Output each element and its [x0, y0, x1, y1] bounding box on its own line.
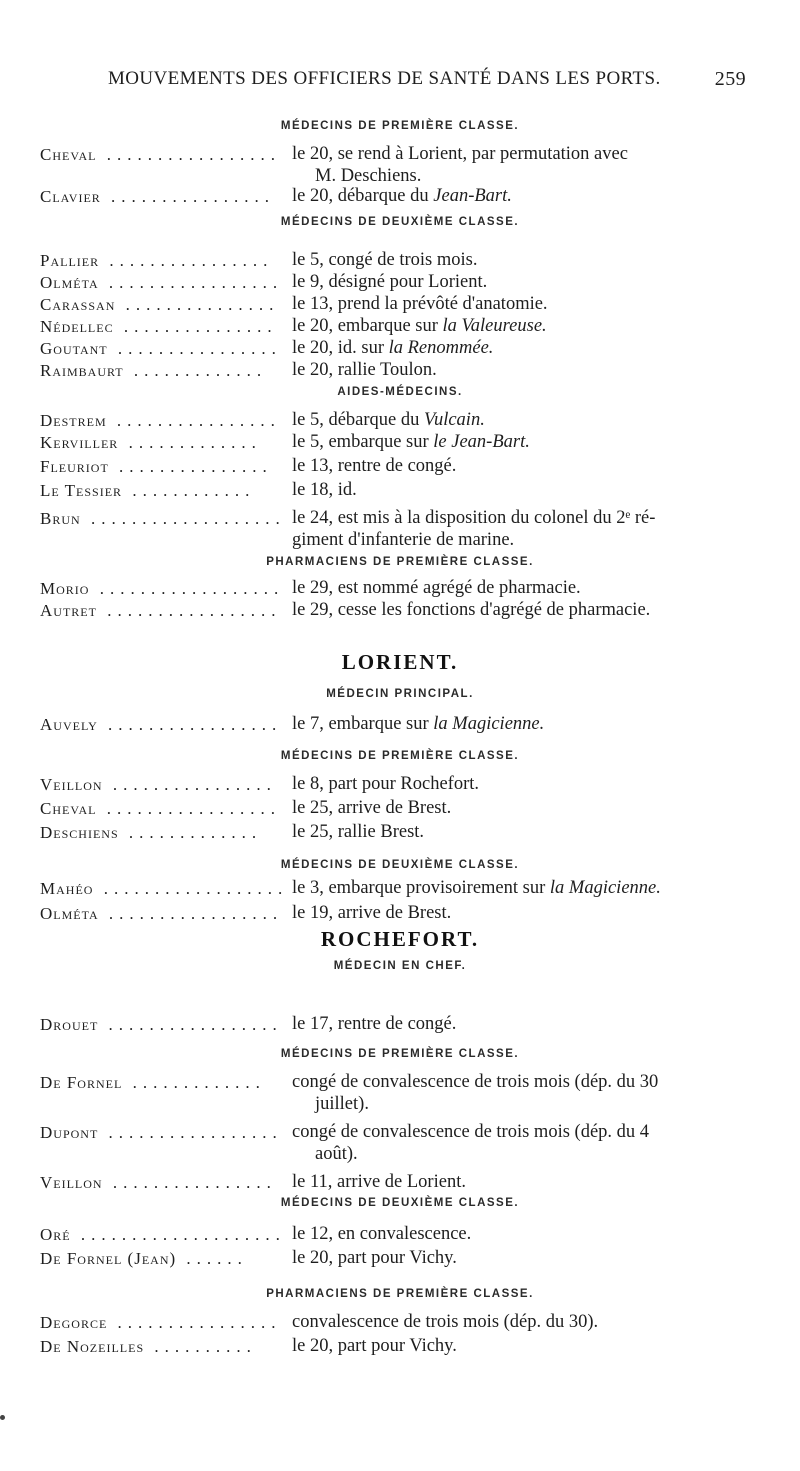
movement-text — [292, 144, 628, 165]
leader-dots: ............... — [113, 317, 278, 336]
movement-detail: le 8, part pour Rochefort. — [292, 774, 479, 794]
movement-detail: le 12, en convalescence. — [292, 1224, 472, 1244]
leader-dots: ................. — [98, 1123, 283, 1142]
movement-detail: le 24, est mis à la disposition du colonel du 2ᵉ ré- — [292, 508, 656, 528]
page-title: MOUVEMENTS DES OFFICIERS DE SANTÉ DANS LES PORTS. — [108, 68, 661, 89]
officer-name-text: Dupont — [40, 1123, 99, 1142]
movement-text — [292, 272, 487, 293]
officer-name — [40, 799, 281, 819]
movement-detail: le 20, id. sur — [292, 338, 389, 358]
officer-name — [40, 1249, 248, 1269]
officer-name-text: Nédellec — [40, 317, 114, 336]
movement-text — [292, 903, 451, 924]
section-heading: MÉDECINS DE PREMIÈRE CLASSE. — [280, 1048, 520, 1060]
officer-name-text: Drouet — [40, 1015, 99, 1034]
officer-name — [40, 1313, 282, 1333]
leader-dots: .................. — [89, 579, 285, 598]
officer-name-text: Cheval — [40, 799, 97, 818]
officer-name — [40, 601, 281, 621]
movement-detail: le 20, part pour Vichy. — [292, 1248, 457, 1268]
section-heading: MÉDECINS DE DEUXIÈME CLASSE. — [280, 859, 520, 871]
movement-text — [292, 1224, 471, 1245]
movement-detail: congé de convalescence de trois mois (dép. du 30 — [292, 1072, 659, 1092]
section-heading: MÉDECINS DE PREMIÈRE CLASSE. — [280, 120, 520, 132]
movement-detail: le 9, désigné pour Lorient. — [292, 272, 488, 292]
officer-name — [40, 481, 255, 501]
officer-name — [40, 715, 282, 735]
movement-text — [292, 578, 581, 599]
movement-text — [292, 338, 493, 359]
movement-text — [292, 1072, 658, 1093]
officer-name-text: Veillon — [40, 1173, 103, 1192]
ship-name: Vulcain. — [424, 410, 485, 430]
movement-detail: le 3, embarque provisoirement sur — [292, 878, 550, 898]
leader-dots: ................ — [99, 251, 274, 270]
movement-detail: le 19, arrive de Brest. — [292, 903, 452, 923]
section-heading: MÉDECIN EN CHEF. — [333, 960, 467, 972]
movement-detail: le 20, part pour Vichy. — [292, 1336, 457, 1356]
officer-name-text: Olméta — [40, 273, 99, 292]
leader-dots: ...... — [176, 1249, 248, 1268]
ship-name: la Magicienne. — [433, 714, 545, 734]
leader-dots: ................. — [98, 904, 284, 923]
leader-dots: ................. — [98, 273, 284, 292]
movement-detail: le 5, débarque du — [292, 410, 425, 430]
leader-dots: ................ — [107, 1313, 282, 1332]
movement-text — [292, 1172, 466, 1193]
section-heading: MÉDECINS DE DEUXIÈME CLASSE. — [280, 1197, 520, 1209]
section-heading: MÉDECIN PRINCIPAL. — [326, 688, 474, 700]
movement-text — [292, 360, 437, 381]
officer-name — [40, 361, 267, 381]
margin-mark — [0, 1415, 5, 1420]
officer-name — [40, 1073, 266, 1093]
leader-dots: ............. — [118, 433, 262, 452]
movement-text — [292, 1122, 649, 1143]
leader-dots: .......... — [144, 1337, 257, 1356]
officer-name-text: Oré — [40, 1225, 71, 1244]
movement-text — [292, 878, 661, 899]
leader-dots: ............... — [115, 295, 280, 314]
movement-detail: le 18, id. — [292, 480, 357, 500]
officer-name-text: Autret — [40, 601, 97, 620]
leader-dots: ................ — [106, 411, 281, 430]
leader-dots: ............. — [122, 1073, 266, 1092]
officer-name — [40, 775, 277, 795]
officer-name — [40, 251, 273, 271]
movement-detail: le 17, rentre de congé. — [292, 1014, 457, 1034]
officer-name — [40, 904, 283, 924]
movement-detail: le 20, débarque du — [292, 186, 434, 206]
leader-dots: ............ — [122, 481, 256, 500]
movement-detail: le 29, est nommé agrégé de pharmacie. — [292, 578, 581, 598]
leader-dots: ................. — [98, 1015, 283, 1034]
officer-name — [40, 273, 283, 293]
officer-name-text: Clavier — [40, 187, 101, 206]
section-heading: AIDES-MÉDECINS. — [337, 386, 463, 398]
movement-text-continuation: juillet). — [315, 1094, 369, 1114]
movement-text — [292, 1248, 457, 1269]
ship-name: la Valeureuse. — [442, 316, 547, 336]
officer-name-text: Olméta — [40, 904, 99, 923]
movement-detail: congé de convalescence de trois mois (dép. du 4 — [292, 1122, 650, 1142]
movement-detail: le 29, cesse les fonctions d'agrégé de pharmacie. — [292, 600, 651, 620]
leader-dots: ................ — [100, 187, 276, 206]
leader-dots: ................. — [96, 601, 282, 620]
port-heading: LORIENT. — [341, 650, 459, 674]
movement-text — [292, 410, 485, 431]
officer-name-text: Auvely — [40, 715, 98, 734]
officer-name — [40, 509, 286, 529]
leader-dots: ............... — [108, 457, 273, 476]
leader-dots: ................. — [96, 145, 281, 164]
movement-detail: le 13, rentre de congé. — [292, 456, 457, 476]
officer-name — [40, 317, 278, 337]
movement-text-continuation: giment d'infanterie de marine. — [292, 530, 515, 550]
movement-detail: le 20, embarque sur — [292, 316, 443, 336]
ship-name: la Renommée. — [388, 338, 494, 358]
officer-name — [40, 1015, 283, 1035]
movement-text — [292, 714, 544, 735]
officer-name-text: De Nozeilles — [40, 1337, 145, 1356]
officer-name — [40, 433, 262, 453]
officer-name-text: Destrem — [40, 411, 107, 430]
officer-name — [40, 339, 282, 359]
port-heading: ROCHEFORT. — [320, 927, 480, 951]
officer-name — [40, 823, 262, 843]
ship-name: la Magicienne. — [549, 878, 661, 898]
movement-detail: le 20, rallie Toulon. — [292, 360, 437, 380]
section-heading: PHARMACIENS DE PREMIÈRE CLASSE. — [266, 1288, 534, 1300]
running-head — [108, 68, 748, 98]
officer-name-text: De Fornel — [40, 1073, 123, 1092]
officer-name — [40, 1225, 286, 1245]
movement-detail: le 11, arrive de Lorient. — [292, 1172, 466, 1192]
officer-name — [40, 879, 288, 899]
officer-name-text: Fleuriot — [40, 457, 109, 476]
officer-name-text: Deschiens — [40, 823, 119, 842]
officer-name — [40, 145, 281, 165]
leader-dots: ............. — [118, 823, 263, 842]
officer-name-text: Brun — [40, 509, 81, 528]
officer-name-text: Mahéo — [40, 879, 94, 898]
movement-detail: le 7, embarque sur — [292, 714, 434, 734]
movement-text — [292, 600, 650, 621]
movement-text — [292, 186, 512, 207]
officer-name — [40, 295, 279, 315]
movement-detail: le 5, embarque sur — [292, 432, 434, 452]
officer-name-text: Goutant — [40, 339, 108, 358]
movement-text — [292, 798, 451, 819]
movement-text — [292, 822, 424, 843]
officer-name-text: Raimbaurt — [40, 361, 124, 380]
movement-detail: convalescence de trois mois (dép. du 30). — [292, 1312, 599, 1332]
officer-name-text: Le Tessier — [40, 481, 123, 500]
officer-name — [40, 411, 281, 431]
leader-dots: ................. — [97, 715, 283, 734]
leader-dots: ................. — [96, 799, 281, 818]
movement-detail: le 13, prend la prévôté d'anatomie. — [292, 294, 548, 314]
leader-dots: ................... — [80, 509, 286, 528]
section-heading: MÉDECINS DE PREMIÈRE CLASSE. — [280, 750, 520, 762]
movement-text-continuation: août). — [315, 1144, 358, 1164]
officer-name-text: Pallier — [40, 251, 100, 270]
movement-text — [292, 1336, 457, 1357]
leader-dots: ................ — [102, 775, 277, 794]
movement-text-continuation: M. Deschiens. — [315, 166, 422, 186]
section-heading: PHARMACIENS DE PREMIÈRE CLASSE. — [266, 556, 534, 568]
leader-dots: .................... — [70, 1225, 286, 1244]
officer-name-text: Kerviller — [40, 433, 119, 452]
movement-text — [292, 294, 548, 315]
officer-name — [40, 457, 273, 477]
movement-text — [292, 480, 357, 501]
officer-name-text: Cheval — [40, 145, 97, 164]
movement-text — [292, 1014, 456, 1035]
leader-dots: ................ — [102, 1173, 277, 1192]
officer-name-text: Degorce — [40, 1313, 108, 1332]
section-heading: MÉDECINS DE DEUXIÈME CLASSE. — [280, 216, 520, 228]
leader-dots: ............. — [123, 361, 268, 380]
officer-name-text: Carassan — [40, 295, 116, 314]
ship-name: le Jean-Bart. — [433, 432, 530, 452]
movement-text — [292, 432, 530, 453]
movement-text — [292, 774, 479, 795]
movement-text — [292, 1312, 598, 1333]
movement-text — [292, 250, 477, 271]
movement-detail: le 25, arrive de Brest. — [292, 798, 452, 818]
movement-detail: le 25, rallie Brest. — [292, 822, 425, 842]
leader-dots: ................ — [107, 339, 282, 358]
movement-text — [292, 508, 655, 529]
officer-name-text: Veillon — [40, 775, 103, 794]
officer-name — [40, 579, 284, 599]
officer-name — [40, 1173, 277, 1193]
movement-detail: le 5, congé de trois mois. — [292, 250, 478, 270]
movement-text — [292, 456, 456, 477]
officer-name-text: Morio — [40, 579, 90, 598]
officer-name — [40, 1123, 283, 1143]
page-number: 259 — [714, 68, 746, 90]
officer-name — [40, 187, 275, 207]
movement-text — [292, 316, 547, 337]
ship-name: Jean-Bart. — [433, 186, 512, 206]
officer-name-text: De Fornel (Jean) — [40, 1249, 177, 1268]
leader-dots: .................. — [93, 879, 289, 898]
officer-name — [40, 1337, 257, 1357]
movement-detail: le 20, se rend à Lorient, par permutation avec — [292, 144, 628, 164]
